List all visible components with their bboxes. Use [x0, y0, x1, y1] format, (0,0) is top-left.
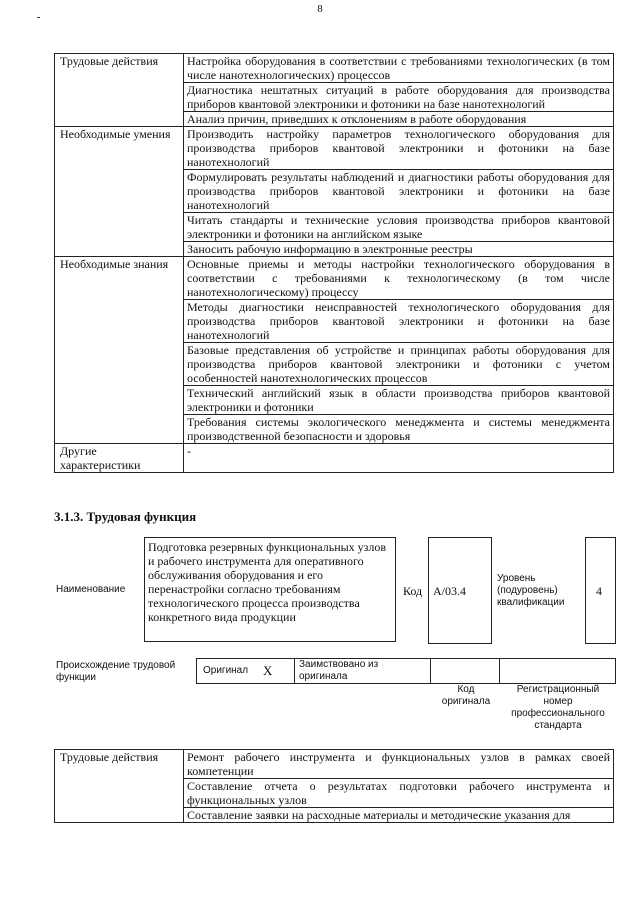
code-label: Код	[403, 584, 423, 598]
table-cell: Производить настройку параметров технологического оборудования для производства приборов квантовой электроники и фотоники на базе нанотехнологий	[184, 127, 614, 170]
section-title: 3.1.3. Трудовая функция	[54, 509, 197, 524]
table-cell: Настройка оборудования в соответствии с требованиями технологических (в том числе нанотехнологических) процессов	[184, 54, 614, 83]
labor-actions-table-2	[54, 749, 614, 823]
code-value: А/03.4	[433, 584, 466, 598]
table-row	[55, 750, 614, 779]
table-row	[55, 54, 614, 83]
table-cell: Диагностика нештатных ситуаций в работе оборудования для производства приборов квантовой электроники и фотоники на базе нанотехнологий	[184, 83, 614, 112]
borrowed-label: Заимствовано из оригинала	[299, 659, 379, 682]
table-cell: Читать стандарты и технические условия производства приборов квантовой электроники и фотоники на английском языке	[184, 213, 614, 242]
table-cell: -	[184, 444, 614, 473]
table-cell: Составление отчета о результатах подготовки рабочего инструмента и функциональных узлов	[184, 779, 614, 808]
original-cell	[197, 659, 295, 683]
table-cell: Базовые представления об устройстве и принципах работы оборудования для производства приборов квантовой электроники и фотоники с учетом особенностей нанотехнологических процессов	[184, 343, 614, 386]
table-row	[55, 127, 614, 170]
row-label: Трудовые действия	[55, 750, 184, 823]
table-cell: Составление заявки на расходные материалы и методические указания для	[184, 808, 614, 823]
name-label: Наименование	[56, 584, 126, 595]
code-original-cell	[431, 659, 500, 683]
reg-number-caption: Регистрационный номер профессионального стандарта	[511, 684, 605, 731]
table-row	[55, 444, 614, 473]
function-name-value: Подготовка резервных функциональных узлов и рабочего инструмента для оперативного обслуживания оборудования и его перенастройки согласно требованиям технологического процесса производства конкретного вида продукции	[144, 537, 396, 642]
reg-number-cell	[500, 659, 615, 683]
table-cell: Методы диагностики неисправностей технологического оборудования для производства приборов квантовой электроники и фотоники на базе нанотехнологий	[184, 300, 614, 343]
row-label: Необходимые умения	[55, 127, 184, 257]
level-label: Уровень (подуровень) квалификации	[497, 573, 565, 608]
code-box	[428, 537, 492, 644]
table-cell: Формулировать результаты наблюдений и диагностики работы оборудования для производства приборов квантовой электроники и фотоники на базе нанотехнологий	[184, 170, 614, 213]
row-label: Другие характеристики	[55, 444, 184, 473]
original-mark: X	[263, 663, 273, 678]
scan-mark	[37, 17, 40, 18]
table-cell: Анализ причин, приведших к отклонениям в работе оборудования	[184, 112, 614, 127]
borrowed-cell	[295, 659, 431, 683]
page-number: 8	[317, 3, 323, 15]
code-original-caption: Код оригинала	[441, 684, 491, 707]
row-label: Необходимые знания	[55, 257, 184, 444]
table-cell: Технический английский язык в области производства приборов квантовой электроники и фотоники	[184, 386, 614, 415]
table-cell: Ремонт рабочего инструмента и функциональных узлов в рамках своей компетенции	[184, 750, 614, 779]
original-label: Оригинал	[203, 665, 249, 676]
table-row	[55, 257, 614, 300]
origin-row	[196, 658, 616, 684]
labor-actions-skills-knowledge-table	[54, 53, 614, 473]
table-cell: Заносить рабочую информацию в электронные реестры	[184, 242, 614, 257]
level-box	[585, 537, 616, 644]
row-label: Трудовые действия	[55, 54, 184, 127]
table-cell: Требования системы экологического менеджмента и системы менеджмента производственной безопасности и здоровья	[184, 415, 614, 444]
table-cell: Основные приемы и методы настройки технологического оборудования в соответствии с требованиями к технологическому (в том числе нанотехнологическому) процессу	[184, 257, 614, 300]
level-value: 4	[596, 584, 602, 598]
origin-label: Происхождение трудовой функции	[56, 660, 176, 683]
